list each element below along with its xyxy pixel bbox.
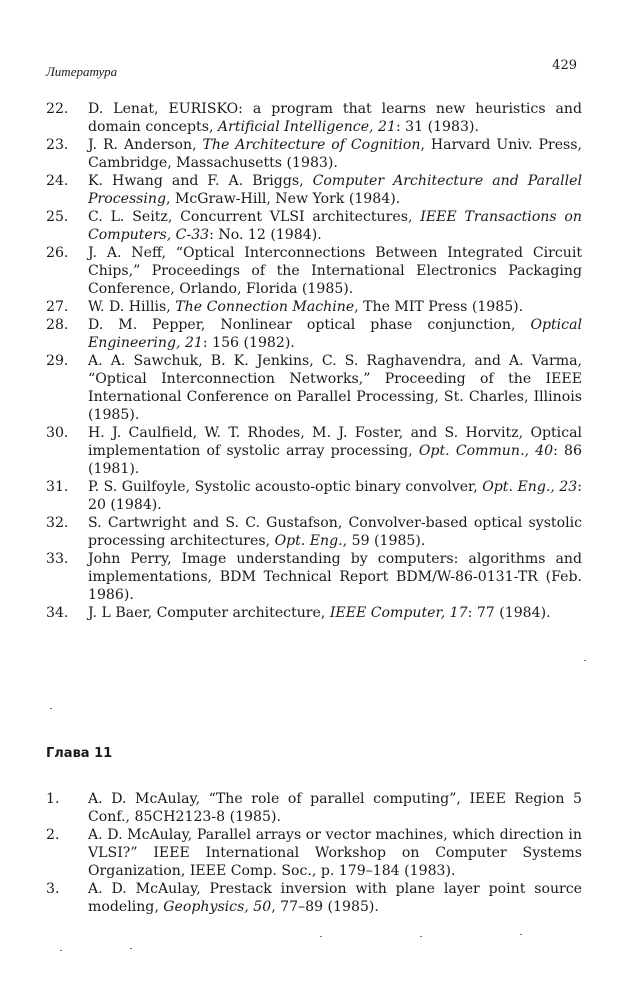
reference-part: John Perry, Image understanding by computers: algorithms and implementations, BDM Technical Report BDM/W-86-0131-TR (Feb. 1986). [88, 551, 582, 603]
reference-part: J. A. Neff, “Optical Interconnections Between Integrated Circuit Chips,” Proceedings of the International Electronics Packaging Conference, Orlando, Florida (1985). [88, 245, 582, 297]
reference-text [88, 316, 582, 352]
reference-part: K. Hwang and F. A. Briggs, [88, 173, 313, 189]
reference-text [88, 298, 582, 316]
reference-text [88, 244, 582, 298]
reference-italic-part: The Connection Machine [175, 299, 355, 315]
scan-speck [60, 950, 62, 951]
reference-number: 24. [46, 173, 69, 189]
reference-italic-part: Opt. Commun., 40 [418, 443, 554, 459]
reference-item [46, 352, 582, 424]
reference-item [46, 100, 582, 136]
reference-italic-part: Optical Engineering, 21 [88, 317, 582, 351]
page-header [46, 58, 577, 80]
reference-text [88, 550, 582, 604]
reference-text [88, 478, 582, 514]
reference-part: : No. 12 (1984). [209, 227, 322, 243]
reference-part: P. S. Guilfoyle, Systolic acousto-optic binary convolver, [88, 479, 483, 495]
reference-item [46, 208, 582, 244]
reference-text [88, 136, 582, 172]
reference-italic-part: The Architecture of Cognition [202, 137, 421, 153]
reference-italic-part: IEEE Transactions on Computers, C-33 [88, 209, 582, 243]
reference-text [88, 352, 582, 424]
reference-text [88, 514, 582, 550]
reference-text [88, 424, 582, 478]
reference-part: J. L Baer, Computer architecture, [88, 605, 330, 621]
reference-item [46, 790, 582, 826]
reference-item [46, 826, 582, 880]
reference-part: A. D. McAulay, Parallel arrays or vector machines, which direction in VLSI?” IEEE International Workshop on Computer Systems Organization, IEEE Comp. Soc., p. 179–184 (1983). [88, 827, 582, 879]
reference-text [88, 826, 582, 880]
reference-part: : 20 (1984). [88, 479, 582, 513]
reference-number: 25. [46, 209, 69, 225]
reference-part: , The MIT Press (1985). [354, 299, 524, 315]
reference-number: 30. [46, 425, 69, 441]
reference-part: : 77 (1984). [467, 605, 551, 621]
reference-number: 26. [46, 245, 69, 261]
reference-number: 22. [46, 101, 69, 117]
reference-part: A. D. McAulay, Prestack inversion with plane layer point source modeling, [88, 881, 582, 915]
reference-text [88, 790, 582, 826]
reference-number: 1. [46, 791, 60, 807]
reference-item [46, 424, 582, 478]
reference-italic-part: IEEE Computer, 17 [329, 605, 468, 621]
reference-part: H. J. Caulfield, W. T. Rhodes, M. J. Foster, and S. Horvitz, Optical implementation of systolic array processing, [88, 425, 582, 459]
reference-text [88, 100, 582, 136]
reference-item [46, 172, 582, 208]
reference-number: 3. [46, 881, 60, 897]
reference-number: 28. [46, 317, 69, 333]
reference-number: 31. [46, 479, 69, 495]
reference-item [46, 880, 582, 916]
reference-italic-part: Opt. Eng., 23 [482, 479, 578, 495]
running-title: Литература [46, 64, 118, 79]
reference-number: 2. [46, 827, 60, 843]
reference-item [46, 298, 582, 316]
scan-speck [420, 936, 422, 937]
reference-number: 32. [46, 515, 69, 531]
reference-item [46, 604, 582, 622]
reference-item [46, 478, 582, 514]
reference-part: D. Lenat, EURISKO: a program that learns new heuristics and domain concepts, [88, 101, 582, 135]
reference-number: 23. [46, 137, 69, 153]
reference-part: : 86 (1981). [88, 443, 582, 477]
reference-part: D. M. Pepper, Nonlinear optical phase conjunction, [88, 317, 531, 333]
reference-list [46, 100, 582, 622]
reference-part: A. D. McAulay, “The role of parallel computing”, IEEE Region 5 Conf., 85CH2123-8 (1985). [88, 791, 582, 825]
reference-italic-part: Geophysics, 50 [163, 899, 272, 915]
reference-part: C. L. Seitz, Concurrent VLSI architectures, [88, 209, 421, 225]
reference-part: , Harvard Univ. Press, Cambridge, Massachusetts (1983). [88, 137, 582, 171]
reference-text [88, 604, 582, 622]
section-heading: Глава 11 [46, 746, 113, 761]
reference-number: 33. [46, 551, 69, 567]
scan-speck [520, 934, 522, 935]
reference-part: : 156 (1982). [202, 335, 295, 351]
reference-number: 34. [46, 605, 69, 621]
reference-part: , 59 (1985). [342, 533, 426, 549]
reference-part: : 31 (1983). [395, 119, 479, 135]
reference-text [88, 880, 582, 916]
reference-item [46, 550, 582, 604]
reference-italic-part: Opt. Eng. [274, 533, 343, 549]
reference-part: J. R. Anderson, [88, 137, 203, 153]
reference-part: , McGraw-Hill, New York (1984). [166, 191, 401, 207]
reference-item [46, 514, 582, 550]
scan-speck [320, 936, 322, 937]
scan-speck [584, 660, 586, 661]
reference-text [88, 208, 582, 244]
reference-number: 27. [46, 299, 69, 315]
reference-item [46, 136, 582, 172]
reference-item [46, 244, 582, 298]
reference-number: 29. [46, 353, 69, 369]
reference-italic-part: Artificial Intelligence, 21 [217, 119, 396, 135]
reference-part: S. Cartwright and S. C. Gustafson, Convolver-based optical systolic processing architectures, [88, 515, 582, 549]
reference-italic-part: Computer Architecture and Parallel Processing [88, 173, 583, 207]
reference-list-chapter-11 [46, 790, 582, 916]
scan-speck [130, 948, 132, 949]
scan-speck [50, 708, 52, 709]
reference-part: A. A. Sawchuk, B. K. Jenkins, C. S. Raghavendra, and A. Varma, “Optical Interconnection Networks,” Proceeding of the IEEE International Conference on Parallel Processing, St. Charles, Illinois (1985). [88, 353, 582, 423]
reference-part: , 77–89 (1985). [271, 899, 379, 915]
reference-part: W. D. Hillis, [88, 299, 176, 315]
reference-item [46, 316, 582, 352]
page-number: 429 [552, 58, 577, 73]
reference-text [88, 172, 582, 208]
